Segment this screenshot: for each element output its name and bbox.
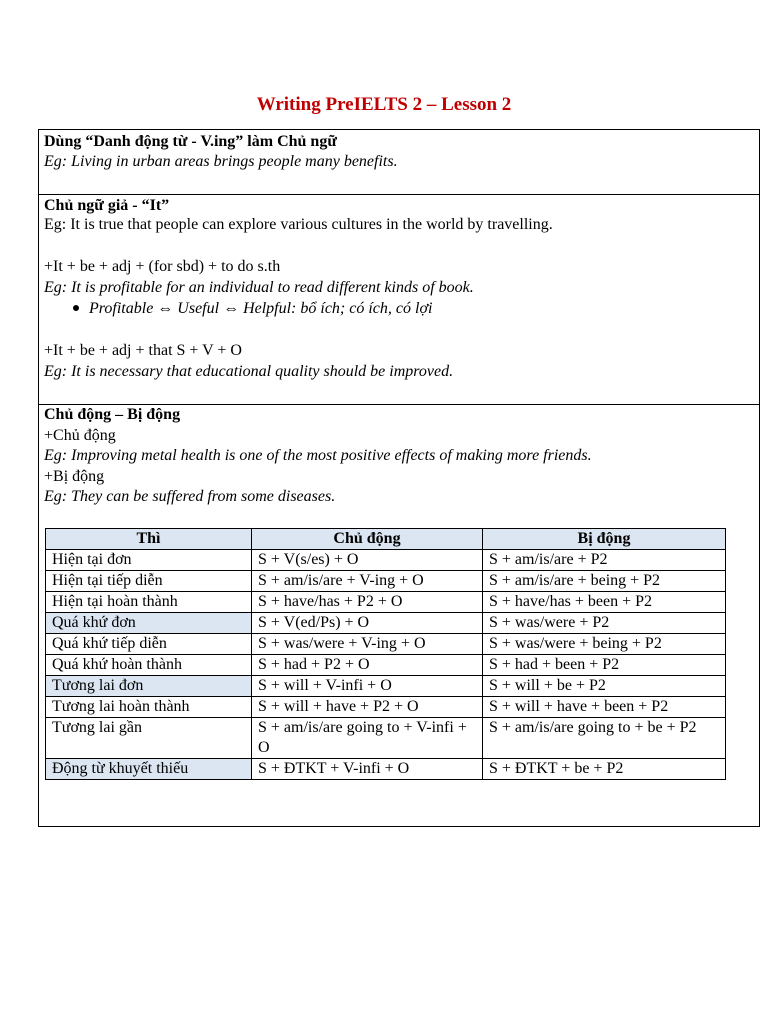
- section3-heading: Chủ động – Bị động: [44, 406, 181, 423]
- passive-cell: S + will + be + P2: [483, 676, 726, 697]
- active-cell: S + was/were + V-ing + O: [252, 634, 483, 655]
- tense-cell: Tương lai hoàn thành: [46, 697, 252, 718]
- active-cell: S + V(ed/Ps) + O: [252, 613, 483, 634]
- bullet-icon: [73, 305, 79, 311]
- section2-bullet: Profitable ⇔ Useful ⇔ Helpful: bổ ích; có ích, có lợi: [89, 300, 433, 317]
- tense-cell: Quá khứ hoàn thành: [46, 655, 252, 676]
- table-row: [46, 592, 726, 613]
- table-row: [46, 697, 726, 718]
- passive-cell: S + was/were + being + P2: [483, 634, 726, 655]
- passive-cell: S + was/were + P2: [483, 613, 726, 634]
- section3-active-example: Eg: Improving metal health is one of the most positive effects of making more friends.: [44, 447, 592, 464]
- table-row: [46, 550, 726, 571]
- tense-table-header-row: [46, 529, 726, 550]
- section-dummy-subject: [39, 195, 759, 405]
- section2-example-1: Eg: It is profitable for an individual to read different kinds of book.: [44, 279, 474, 296]
- section3-active-label: +Chủ động: [44, 427, 116, 444]
- active-cell: S + am/is/are + V-ing + O: [252, 571, 483, 592]
- tense-cell: Tương lai đơn: [46, 676, 252, 697]
- active-cell: S + am/is/are going to + V-infi + O: [252, 718, 483, 759]
- passive-cell: S + am/is/are going to + be + P2: [483, 718, 726, 759]
- active-cell: S + will + V-infi + O: [252, 676, 483, 697]
- table-row: [46, 634, 726, 655]
- active-cell: S + will + have + P2 + O: [252, 697, 483, 718]
- section3-passive-label: +Bị động: [44, 468, 105, 485]
- header-active: Chủ động: [252, 529, 483, 550]
- passive-cell: S + am/is/are + being + P2: [483, 571, 726, 592]
- tense-cell: Hiện tại đơn: [46, 550, 252, 571]
- table-row: [46, 718, 726, 759]
- tense-cell: Động từ khuyết thiếu: [46, 759, 252, 780]
- passive-cell: S + am/is/are + P2: [483, 550, 726, 571]
- passive-cell: S + have/has + been + P2: [483, 592, 726, 613]
- section2-formula-1: +It + be + adj + (for sbd) + to do s.th: [44, 258, 281, 275]
- section1-example: Eg: Living in urban areas brings people many benefits.: [44, 153, 398, 170]
- passive-cell: S + ĐTKT + be + P2: [483, 759, 726, 780]
- tense-table-body: [46, 550, 726, 780]
- active-cell: S + V(s/es) + O: [252, 550, 483, 571]
- header-passive: Bị động: [483, 529, 726, 550]
- section2-example-2: Eg: It is necessary that educational quality should be improved.: [44, 363, 454, 380]
- tense-cell: Tương lai gần: [46, 718, 252, 759]
- active-cell: S + ĐTKT + V-infi + O: [252, 759, 483, 780]
- passive-cell: S + will + have + been + P2: [483, 697, 726, 718]
- section2-heading: Chủ ngữ giả - “It”: [44, 197, 170, 214]
- document-title: Writing PreIELTS 2 – Lesson 2: [256, 94, 512, 115]
- table-row: [46, 571, 726, 592]
- table-row: [46, 655, 726, 676]
- tense-cell: Hiện tại hoàn thành: [46, 592, 252, 613]
- passive-cell: S + had + been + P2: [483, 655, 726, 676]
- active-cell: S + had + P2 + O: [252, 655, 483, 676]
- tense-cell: Quá khứ đơn: [46, 613, 252, 634]
- table-row: [46, 759, 726, 780]
- tense-cell: Quá khứ tiếp diễn: [46, 634, 252, 655]
- header-tense: Thì: [46, 529, 252, 550]
- section-gerund-subject: [39, 130, 759, 195]
- tense-cell: Hiện tại tiếp diễn: [46, 571, 252, 592]
- section1-heading: Dùng “Danh động từ - V.ing” làm Chủ ngữ: [44, 133, 337, 150]
- table-row: [46, 613, 726, 634]
- section2-example: Eg: It is true that people can explore various cultures in the world by travelling.: [44, 216, 553, 233]
- table-row: [46, 676, 726, 697]
- lesson-box: [38, 129, 760, 827]
- tense-table: [45, 528, 726, 780]
- section3-passive-example: Eg: They can be suffered from some diseases.: [44, 488, 336, 505]
- section2-formula-2: +It + be + adj + that S + V + O: [44, 342, 242, 359]
- active-cell: S + have/has + P2 + O: [252, 592, 483, 613]
